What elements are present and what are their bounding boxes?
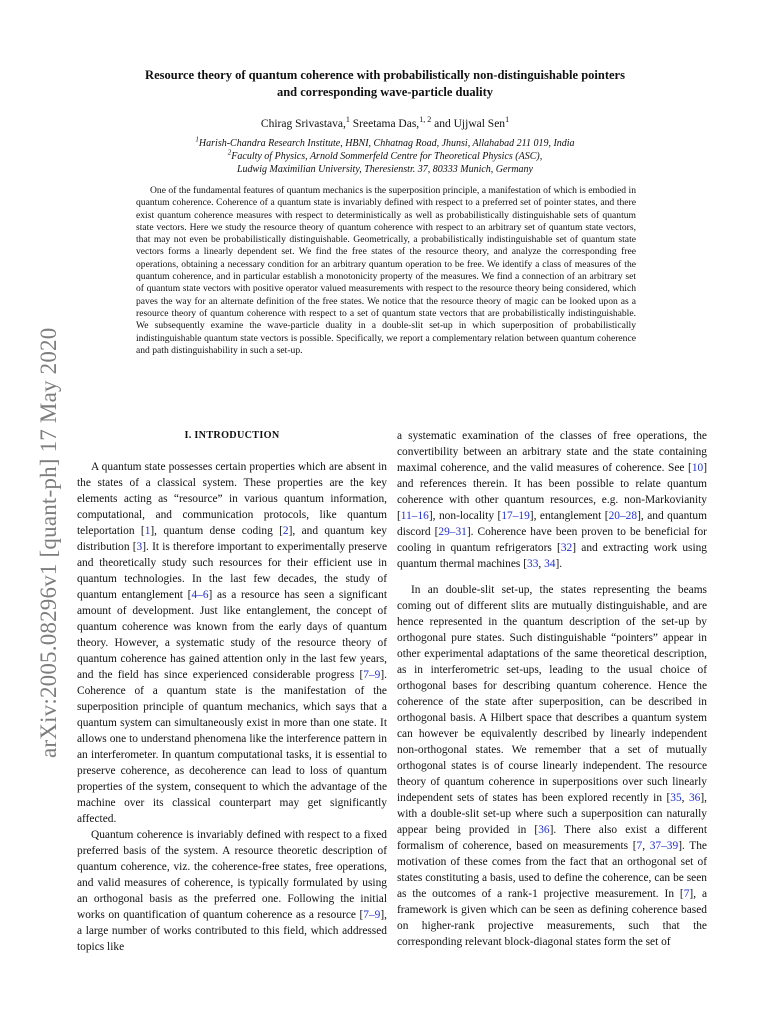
author-2: Sreetama Das,	[349, 118, 420, 130]
right-paragraph-2: In an double-slit set-up, the states representing the beams coming out of different slits are mutually distinguishable, and are hence represented in the quantum description of the set-up by orthogonal pure states. Such distinguishable “pointers” appear in other experimental adaptations of the same theoretical description, as in interferometric set-ups, leading to the usual choice of orthogonal bases for describing quantum coherence. Hence the coherence of the state after superposition, can be described in orthogonal basis. A Hilbert space that describes a quantum system can however be equivalently described by linearly independent non-orthogonal states. We remember that a set of mutually orthogonal states is of course linearly independent. The resource theory of quantum coherence in superpositions over such linearly independent sets of states has been explored recently in [35, 36], with a double-slit set-up where such a superposition can naturally appear being provided in [36]. There also exist a different formalism of coherence, based on measurements [7, 37–39]. The motivation of these comes from the fact that an orthogonal set of states constituting a basis, used to define the coherence, can be seen as the outcomes of a rank-1 projective measurement. In [7], a framework is given which can be seen as defining coherence based on higher-rank projective measurements, such that the corresponding relevant block-diagonal states form the set of	[397, 584, 708, 948]
citation-link[interactable]: 7	[683, 888, 690, 900]
left-column	[77, 428, 387, 955]
author-3: Ujjwal Sen	[453, 118, 506, 130]
author-2-affil: 1, 2	[419, 115, 432, 125]
citation-link[interactable]: 34	[544, 558, 556, 570]
citation-link[interactable]: 3	[136, 541, 143, 553]
title-line-1: Resource theory of quantum coherence with probabilistically non-distinguishable pointers	[145, 68, 625, 82]
author-1: Chirag Srivastava,	[260, 118, 346, 130]
paragraph-gap	[397, 572, 707, 582]
author-list	[90, 115, 680, 130]
citation-link[interactable]: 7–9	[363, 909, 381, 921]
citation-link[interactable]: 29–31	[438, 526, 467, 538]
title-line-2: and corresponding wave-particle duality	[276, 85, 494, 99]
citation-link[interactable]: 17–19	[501, 510, 530, 522]
abstract-text: One of the fundamental features of quantum mechanics is the superposition principle, a manifestation of which is embodied in quantum coherence. Coherence of a quantum state is invariably defined with respect to a preferred set of pointer states, and there exist quantum coherence measures with respect to deterministically as well as probabilistically distinguishable sets of quantum state vectors. Here we study the resource theory of quantum coherence with respect to an arbitrary set of quantum state vectors, that may not even be probabilistically distinguishable. Geometrically, a probabilistically indistinguishable set of quantum state vectors forms a linearly dependent set. We find the free states of the resource theory, and analyze the corresponding free operations, obtaining a necessary condition for an arbitrary quantum operation to be free. We identify a class of measures of the quantum coherence, and in particular establish a monotonicity property of the measures. We find a connection of an arbitrary set of quantum state vectors with positive operator valued measurements with respect to the resource theory being considered, which paves the way for an alternate definition of the free states. We notice that the resource theory of magic can be looked upon as a resource theory of quantum coherence with respect to a set of quantum state vectors that are probabilistically indistinguishable. We subsequently examine the wave-particle duality in a double-slit set-up in which superposition of probabilistically indistinguishable quantum state vectors is possible. Specifically, we report a complementary relation between quantum coherence and path distinguishability in such a set-up.	[136, 185, 636, 356]
left-paragraph-2: Quantum coherence is invariably defined with respect to a fixed preferred basis of the system. A resource theoretic description of quantum coherence, viz. the coherence-free states, free operations, and valid measures of coherence, is typically formulated by using an orthogonal basis as the preferred one. Following the initial works on quantification of quantum coherence as a resource [7–9], a large number of works contributed to this field, which addressed topics like	[77, 829, 387, 953]
author-3-affil: 1	[505, 115, 510, 125]
citation-link[interactable]: 1	[144, 525, 151, 537]
abstract	[136, 185, 636, 357]
citation-link[interactable]: 35	[670, 792, 682, 804]
author-1-affil: 1	[345, 115, 350, 125]
citation-link[interactable]: 10	[691, 462, 704, 474]
citation-link[interactable]: 7–9	[363, 669, 381, 681]
citation-link[interactable]: 36	[688, 792, 701, 804]
author-and: and	[431, 118, 454, 130]
section-heading-introduction: I. INTRODUCTION	[184, 430, 280, 441]
citation-link[interactable]: 20–28	[608, 510, 638, 522]
right-column	[397, 428, 707, 950]
arxiv-identifier-stamp: arXiv:2005.08296v1 [quant-ph] 17 May 2020	[36, 327, 61, 758]
citation-link[interactable]: 32	[560, 542, 573, 554]
affiliation-2: $^2$Faculty of Physics, Arnold Sommerfeld Centre for Theoretical Physics (ASC),	[227, 148, 543, 162]
citation-link[interactable]: 11–16	[400, 510, 429, 522]
citation-link[interactable]: 2	[282, 525, 289, 537]
affiliations	[90, 137, 680, 176]
citation-link[interactable]: 33	[527, 558, 539, 570]
affiliation-2-cont: Ludwig Maximilian University, Theresienstr. 37, 80333 Munich, Germany	[237, 164, 533, 175]
citation-link[interactable]: 7	[636, 840, 643, 852]
left-paragraph-1: A quantum state possesses certain properties which are absent in the states of a classical system. These properties are the key elements acting as “resource” in various quantum information, computational, and communication protocols, like quantum teleportation [1], quantum dense coding [2], and quantum key distribution [3]. It is therefore important to experimentally preserve and theoretically study such resources for their efficient use in quantum technologies. In the last few decades, the study of quantum entanglement [4–6] as a resource has seen a significant amount of development. Just like entanglement, the concept of quantum coherence was known from the early days of quantum theory. However, a systematic study of the resource theory of quantum coherence has gained attention only in the last few years, and the field has since experienced considerable progress [7–9]. Coherence of a quantum state is the manifestation of the superposition principle of quantum mechanics, which says that a quantum system can simultaneously exist in more than one state. It allows one to understand phenomena like the interference pattern in an interferometer. In quantum computational tasks, it is essential to preserve coherence, as decoherence can lead to loss of quantum properties of the system, consequent to which the advantage of the machine over its classical counterpart may get significantly affected.	[77, 461, 387, 825]
affiliation-1: $^1$Harish-Chandra Research Institute, HBNI, Chhatnag Road, Jhunsi, Allahabad 211 019, India	[195, 135, 575, 149]
citation-link[interactable]: 37–39	[649, 840, 679, 852]
citation-link[interactable]: 4–6	[191, 589, 209, 601]
right-paragraph-1: a systematic examination of the classes of free operations, the convertibility between an arbitrary state and the state containing maximal coherence, and the valid measures of coherence. See [10] and references therein. It has been possible to relate quantum coherence with other quantum resources, e.g. non-Markovianity [11–16], non-locality [17–19], entanglement [20–28], and quantum discord [29–31]. Coherence have been proven to be beneficial for cooling in quantum refrigerators [32] and extracting work using quantum thermal machines [33, 34].	[397, 430, 708, 570]
citation-link[interactable]: 36	[538, 824, 550, 836]
paper-title	[90, 67, 680, 101]
